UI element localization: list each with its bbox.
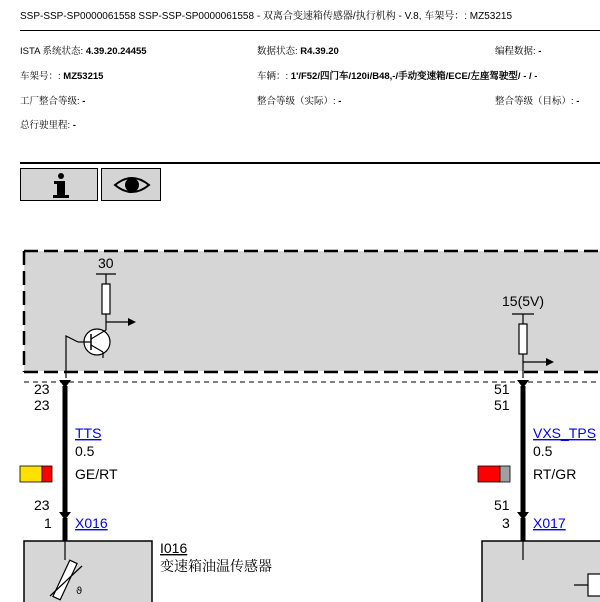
left-wire-gauge: 0.5 bbox=[75, 443, 95, 459]
total-mileage: 总行驶里程: - bbox=[20, 120, 76, 131]
right-pin-bot-a: 51 bbox=[494, 497, 510, 513]
left-pin-top-b: 23 bbox=[34, 397, 50, 413]
vin: 车架号：: MZ53215 bbox=[20, 71, 104, 82]
temperature-symbol-icon: ϑ bbox=[76, 586, 83, 597]
left-wire-color-swatch-secondary bbox=[42, 466, 52, 482]
actual-integration-level: 整合等级（实际）: - bbox=[257, 96, 342, 107]
right-pin-top-b: 51 bbox=[494, 397, 510, 413]
target-integration-level: 整合等级（目标）: - bbox=[495, 96, 580, 107]
programming-data: 编程数据: - bbox=[495, 46, 542, 57]
left-wire-color-swatch-primary bbox=[20, 466, 42, 482]
ista-status: ISTA 系统状态: 4.39.20.24455 bbox=[20, 46, 147, 57]
right-wire-gauge: 0.5 bbox=[533, 443, 553, 459]
document-title: SSP-SSP-SP0000061558 SSP-SSP-SP0000061558 - 双离合变速箱传感器/执行机构 - V.8, 车架号：: MZ53215 bbox=[20, 11, 513, 22]
right-signal-link[interactable]: VXS_TPS bbox=[533, 425, 597, 441]
right-wire-color-swatch-primary bbox=[478, 466, 500, 482]
right-wire-color-swatch-secondary bbox=[500, 466, 510, 482]
factory-integration-level: 工厂整合等级: - bbox=[20, 96, 86, 107]
right-pin-bot-b: 3 bbox=[502, 515, 510, 531]
left-pin-bot-a: 23 bbox=[34, 497, 50, 513]
component-name: 变速箱油温传感器 bbox=[160, 558, 272, 574]
left-pin-bot-b: 1 bbox=[44, 515, 52, 531]
left-pin-top-a: 23 bbox=[34, 381, 50, 397]
pullup-resistor-left bbox=[102, 284, 110, 314]
sensor-housing bbox=[24, 541, 152, 602]
left-signal-link[interactable]: TTS bbox=[75, 425, 102, 441]
left-connector-link[interactable]: X016 bbox=[75, 515, 108, 531]
right-connector-link[interactable]: X017 bbox=[533, 515, 566, 531]
left-wire-color: GE/RT bbox=[75, 466, 118, 482]
supply-30-label: 30 bbox=[98, 255, 114, 271]
pullup-resistor-right bbox=[519, 324, 527, 354]
right-wire-color: RT/GR bbox=[533, 466, 577, 482]
right-component-housing bbox=[482, 541, 600, 602]
right-pin-top-a: 51 bbox=[494, 381, 510, 397]
data-status: 数据状态: R4.39.20 bbox=[257, 46, 339, 57]
vehicle: 车辆：: 1'/F52/四门车/120i/B48,-/手动变速箱/ECE/左座驾驶型/ - / - bbox=[257, 71, 538, 82]
component-id-link[interactable]: I016 bbox=[160, 540, 188, 556]
right-component-element bbox=[588, 574, 600, 596]
supply-15-label: 15(5V) bbox=[502, 293, 545, 309]
